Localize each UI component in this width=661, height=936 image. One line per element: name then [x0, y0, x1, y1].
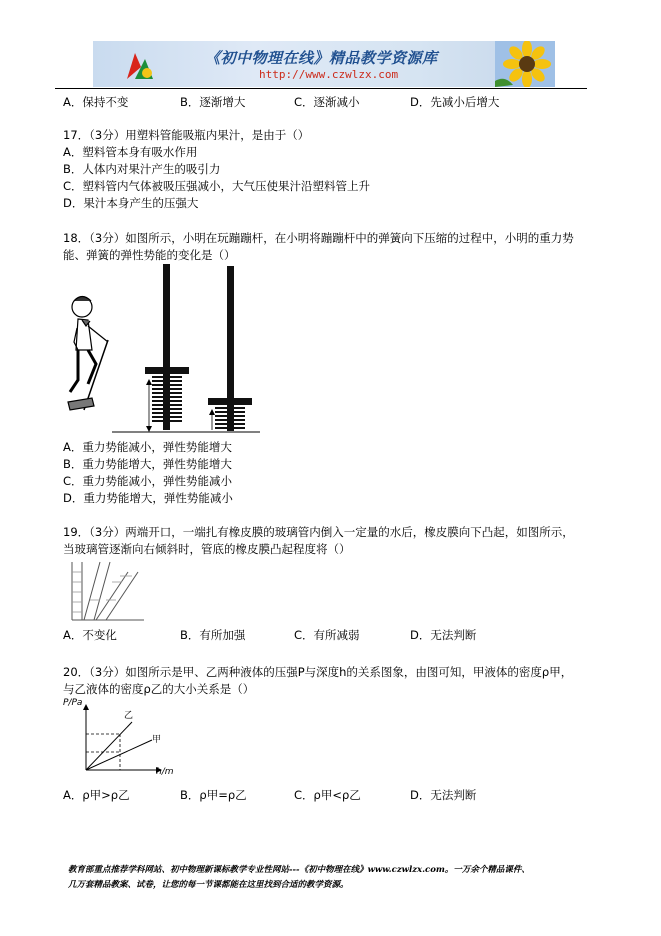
q16-option-b: B．逐渐增大	[180, 95, 246, 109]
footer-line1: 教育部重点推荐学科网站、初中物理新课标教学专业性网站---《初中物理在线》www.czwlzx.com。一万余个精品课件、	[68, 865, 530, 875]
glass-tube-figure	[66, 560, 146, 626]
q19-stem-line1: 19．（3分）两端开口，一端扎有橡皮膜的玻璃管内倒入一定量的水后，橡皮膜向下凸起，如图所示，	[63, 525, 574, 539]
q19-option-a: A．不变化	[63, 628, 117, 642]
banner-url: http://www.czwlzx.com	[259, 68, 399, 81]
q17-stem: 17．（3分）用塑料管能吸瓶内果汁，是由于（）	[63, 128, 310, 142]
q16-option-a: A．保持不变	[63, 95, 129, 109]
q19-option-d: D．无法判断	[410, 628, 477, 642]
pogo-stick-right	[208, 266, 252, 431]
q17-option-d: D．果汁本身产生的压强大	[63, 196, 199, 210]
pressure-depth-graph	[64, 700, 184, 780]
q19-option-c: C．有所减弱	[294, 628, 360, 642]
graph-line-yi-label: 乙	[124, 711, 134, 721]
q17-option-a: A．塑料管本身有吸水作用	[63, 145, 198, 159]
q20-option-d: D．无法判断	[410, 788, 477, 802]
line-yi	[86, 722, 132, 770]
header-rule	[55, 88, 587, 89]
q20-stem-line1: 20．（3分）如图所示是甲、乙两种液体的压强P与深度h的关系图象，由图可知，甲液体的密度ρ甲，	[63, 665, 573, 679]
header-banner	[93, 41, 555, 87]
sunflower-icon	[495, 41, 555, 87]
graph-y-label: P/Pa	[63, 698, 83, 708]
pogo-stick-figure	[62, 264, 262, 436]
pogo-stick-left	[145, 264, 189, 430]
graph-x-label: h/m	[156, 767, 174, 777]
q19-option-b: B．有所加强	[180, 628, 246, 642]
q20-option-b: B．ρ甲=ρ乙	[180, 788, 247, 802]
q18-stem-line2: 能、弹簧的弹性势能的变化是（）	[63, 248, 236, 262]
boy-illustration	[68, 297, 108, 411]
logo-icon	[121, 45, 161, 85]
footer-line2: 几万套精品教案、试卷，让您的每一节课都能在这里找到合适的教学资源。	[68, 880, 349, 890]
line-jia	[86, 740, 152, 770]
q18-option-d: D．重力势能增大，弹性势能减小	[63, 491, 233, 505]
q18-stem-line1: 18．（3分）如图所示，小明在玩蹦蹦杆，在小明将蹦蹦杆中的弹簧向下压缩的过程中，小明的重力势	[63, 231, 574, 245]
banner-title: 《初中物理在线》精品教学资源库	[205, 49, 438, 67]
q18-option-c: C．重力势能减小，弹性势能减小	[63, 474, 233, 488]
graph-line-jia-label: 甲	[152, 735, 162, 745]
q18-option-b: B．重力势能增大，弹性势能增大	[63, 457, 232, 471]
q16-option-c: C．逐渐减小	[294, 95, 360, 109]
q17-option-b: B．人体内对果汁产生的吸引力	[63, 162, 221, 176]
q20-stem-line2: 与乙液体的密度ρ乙的大小关系是（）	[63, 682, 255, 696]
q17-option-c: C．塑料管内气体被吸压强减小，大气压使果汁沿塑料管上升	[63, 179, 371, 193]
q20-option-c: C．ρ甲<ρ乙	[294, 788, 361, 802]
q20-option-a: A．ρ甲>ρ乙	[63, 788, 130, 802]
q18-option-a: A．重力势能减小，弹性势能增大	[63, 440, 232, 454]
q19-stem-line2: 当玻璃管逐渐向右倾斜时，管底的橡皮膜凸起程度将（）	[63, 542, 351, 556]
q16-option-d: D．先减小后增大	[410, 95, 500, 109]
